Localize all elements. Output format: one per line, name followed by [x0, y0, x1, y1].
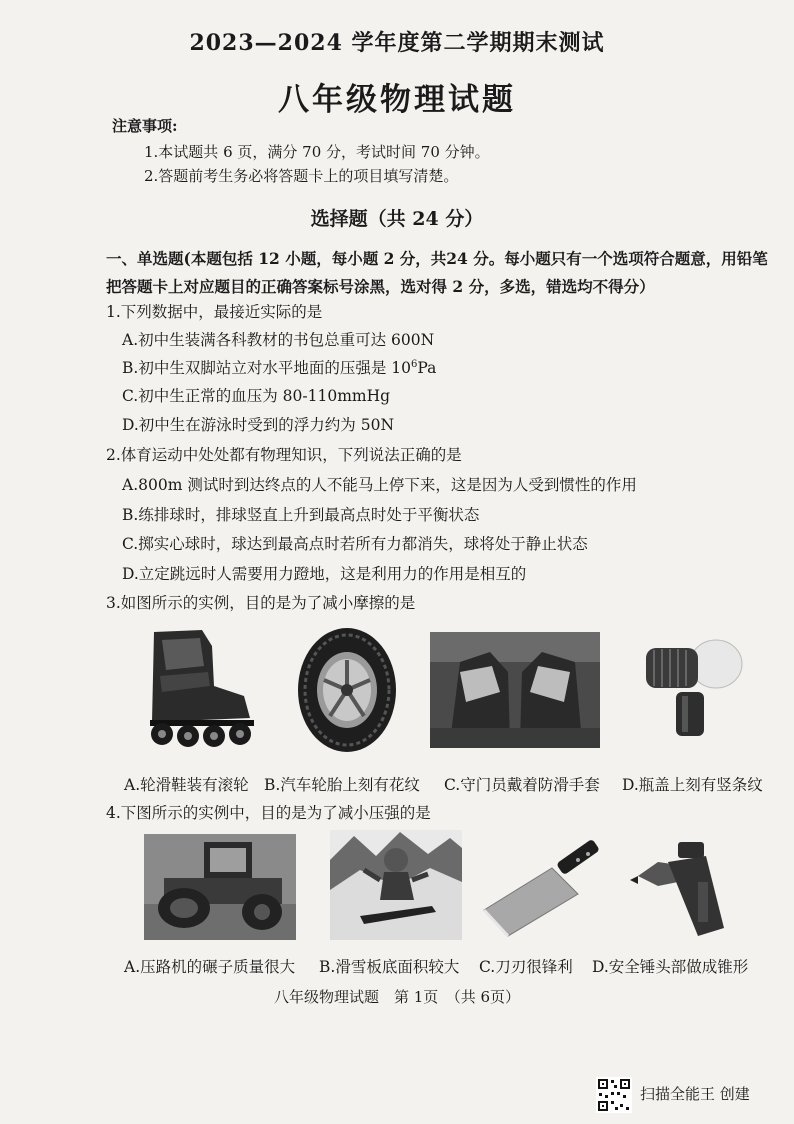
q3-option-a: A.轮滑鞋装有滚轮	[124, 776, 249, 794]
instructions-line-2: 把答题卡上对应题目的正确答案标号涂黑，选对得 2 分，多选，错选均不得分）	[106, 277, 655, 296]
car-tire-image	[296, 626, 398, 754]
q4-option-c: C.刀刃很锋利	[479, 958, 573, 976]
bottle-cap-image	[632, 634, 744, 744]
q1-option-a: A.初中生装满各科教材的书包总重可达 600N	[122, 331, 435, 349]
q1-option-d: D.初中生在游泳时受到的浮力约为 50N	[122, 416, 395, 434]
notice-heading: 注意事项:	[112, 117, 178, 135]
q4-option-a: A.压路机的碾子质量很大	[124, 958, 296, 976]
q3-option-b: B.汽车轮胎上刻有花纹	[264, 776, 420, 794]
q2-option-c: C.掷实心球时，球达到最高点时若所有力都消失，球将处于静止状态	[122, 535, 588, 553]
section-title: 选择题（共 24 分）	[310, 208, 484, 230]
q2-stem: 2.体育运动中处处都有物理知识，下列说法正确的是	[106, 446, 462, 464]
q2-option-a: A.800m 测试时到达终点的人不能马上停下来，这是因为人受到惯性的作用	[122, 476, 637, 494]
q1-stem: 1.下列数据中，最接近实际的是	[106, 303, 323, 321]
road-roller-image	[144, 834, 296, 940]
q2-option-b: B.练排球时，排球竖直上升到最高点时处于平衡状态	[122, 506, 480, 524]
subject-title: 八年级物理试题	[278, 82, 516, 118]
q4-option-d: D.安全锤头部做成锥形	[592, 958, 749, 976]
q3-option-d: D.瓶盖上刻有竖条纹	[622, 776, 763, 794]
q1-option-c: C.初中生正常的血压为 80-110mmHg	[122, 387, 391, 405]
snowboard-image	[330, 830, 462, 940]
notice-item-2: 2.答题前考生务必将答题卡上的项目填写清楚。	[144, 167, 459, 185]
q4-option-b: B.滑雪板底面积较大	[319, 958, 460, 976]
page-footer: 八年级物理试题 第 1页 （共 6页）	[273, 988, 521, 1006]
q3-stem: 3.如图所示的实例，目的是为了减小摩擦的是	[106, 594, 416, 612]
instructions-line-1: 一、单选题(本题包括 12 小题，每小题 2 分，共24 分。每小题只有一个选项符合题意，用铅笔	[106, 249, 768, 268]
q4-stem: 4.下图所示的实例中，目的是为了减小压强的是	[106, 804, 431, 822]
goalkeeper-gloves-image	[430, 632, 600, 748]
qr-code-icon	[596, 1077, 632, 1113]
kitchen-knife-image	[482, 836, 606, 940]
notice-item-1: 1.本试题共 6 页，满分 70 分，考试时间 70 分钟。	[144, 143, 490, 161]
q3-option-c: C.守门员戴着防滑手套	[444, 776, 600, 794]
exam-title: 2023—2024 学年度第二学期期末测试	[189, 30, 605, 56]
safety-hammer-image	[628, 832, 734, 942]
q2-option-d: D.立定跳远时人需要用力蹬地，这是利用力的作用是相互的	[122, 565, 527, 583]
q1-option-b: B.初中生双脚站立对水平地面的压强是 $10^6Pa$	[122, 358, 437, 377]
scanner-watermark: 扫描全能王 创建	[640, 1085, 750, 1103]
roller-skate-image	[132, 626, 264, 748]
